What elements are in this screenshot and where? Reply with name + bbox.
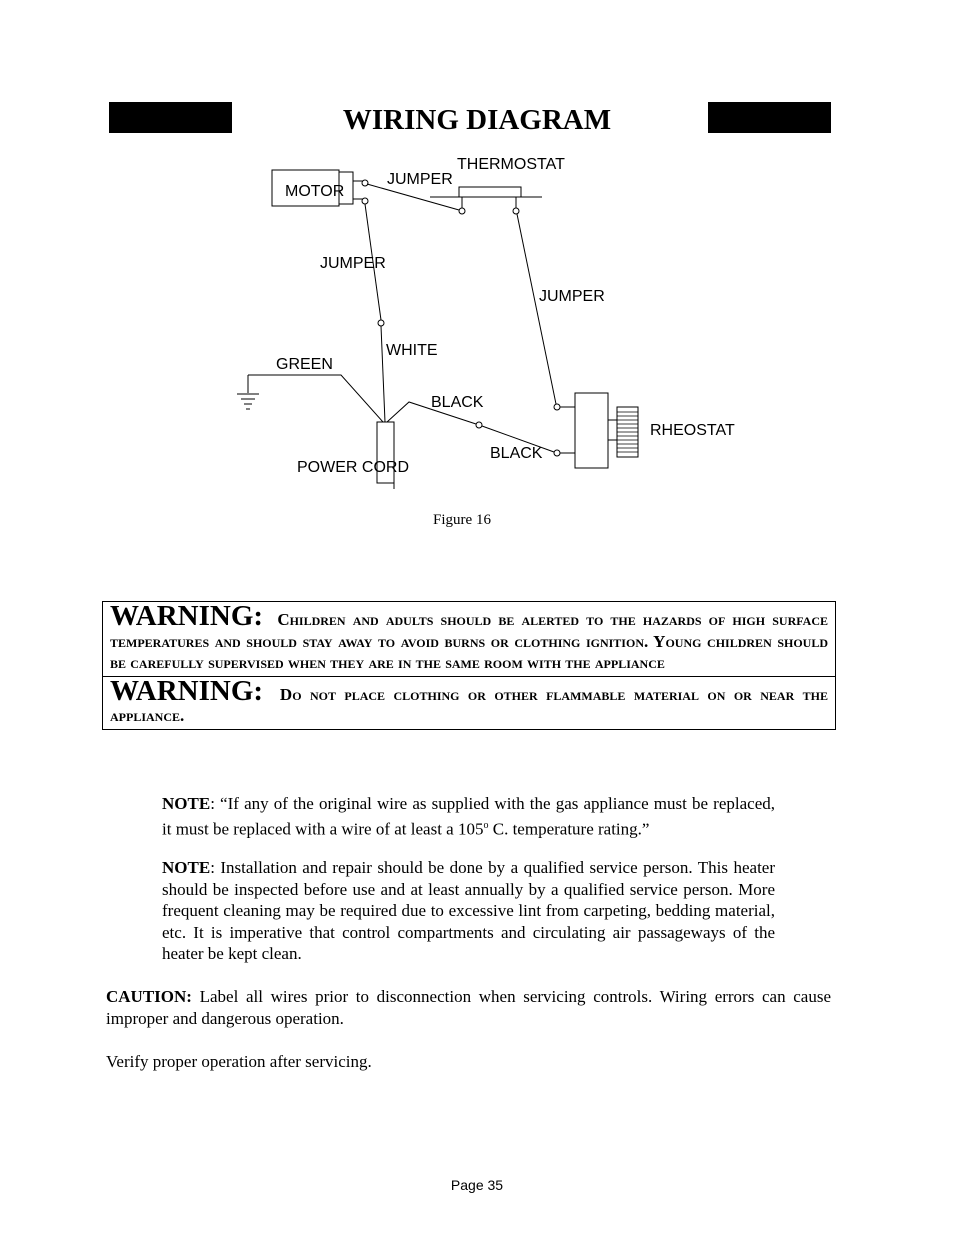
thermostat-terminal-2 <box>513 208 519 214</box>
label-power-cord: POWER CORD <box>297 459 409 476</box>
note-1-text-a: : “If any of the original wire as supplied with the gas appliance must be replaced, it must be replaced with a wire of at least a 105 <box>162 794 775 839</box>
motor-terminal-2 <box>362 198 368 204</box>
motor-terminal-1 <box>362 180 368 186</box>
thermostat-terminal-1 <box>459 208 465 214</box>
note-1-text-b: C. temperature rating.” <box>488 819 650 839</box>
label-jumper-left: JUMPER <box>320 255 386 272</box>
wire-white <box>381 326 385 422</box>
label-thermostat: THERMOSTAT <box>457 156 565 173</box>
page-number: Page 35 <box>450 1177 504 1193</box>
caution-text: Label all wires prior to disconnection when servicing controls. Wiring errors can cause improper and dangerous operation. <box>106 987 831 1028</box>
warning-1-label: WARNING: <box>110 600 264 632</box>
warning-1 <box>103 602 835 676</box>
wire-jumper-thermostat-rheostat <box>517 214 556 404</box>
label-motor: MOTOR <box>285 183 345 200</box>
warning-2-text: Do not place clothing or other flammable material on or near the appliance. <box>110 684 829 725</box>
wire-green <box>248 375 383 422</box>
note-2-text: : Installation and repair should be done by a qualified service person. This heater should be inspected before use and at least annually by a qualified service person. More frequent cleaning may be required due to excessive lint from carpeting, bedding material, etc. It is imperative that control compartments and circulating air passageways of the heater be kept clean. <box>162 858 775 963</box>
verify-text: Verify proper operation after servicing. <box>106 1052 372 1071</box>
note-1-label: NOTE <box>162 794 211 813</box>
label-rheostat: RHEOSTAT <box>650 422 735 439</box>
rheostat-body <box>575 393 608 468</box>
label-black-top: BLACK <box>431 394 484 411</box>
label-white: WHITE <box>386 342 438 359</box>
caution <box>106 986 831 1029</box>
label-black-bottom: BLACK <box>490 445 543 462</box>
rheostat-terminal-1 <box>554 404 560 410</box>
black-connector <box>476 422 482 428</box>
label-green: GREEN <box>276 356 333 373</box>
wiring-diagram <box>0 140 954 500</box>
note-1-degree: o <box>483 819 489 831</box>
note-2 <box>162 857 775 965</box>
label-jumper-top: JUMPER <box>387 171 453 188</box>
white-connector <box>378 320 384 326</box>
figure-caption: Figure 16 <box>433 512 491 528</box>
thermostat-body <box>459 187 521 197</box>
warning-2-label: WARNING: <box>110 674 264 707</box>
warning-box <box>102 601 836 730</box>
label-jumper-right: JUMPER <box>539 288 605 305</box>
caution-label: CAUTION: <box>106 987 192 1006</box>
rheostat-terminal-2 <box>554 450 560 456</box>
note-1 <box>162 793 775 840</box>
page-title: WIRING DIAGRAM <box>342 104 612 136</box>
note-2-label: NOTE <box>162 858 211 877</box>
warning-2 <box>103 676 835 729</box>
warning-1-text: Children and adults should be alerted to the hazards of high surface temperatures and should stay away to avoid burns or clothing ignition. Young children should be carefully supervised when they are in the same room with the appliance <box>110 610 829 672</box>
